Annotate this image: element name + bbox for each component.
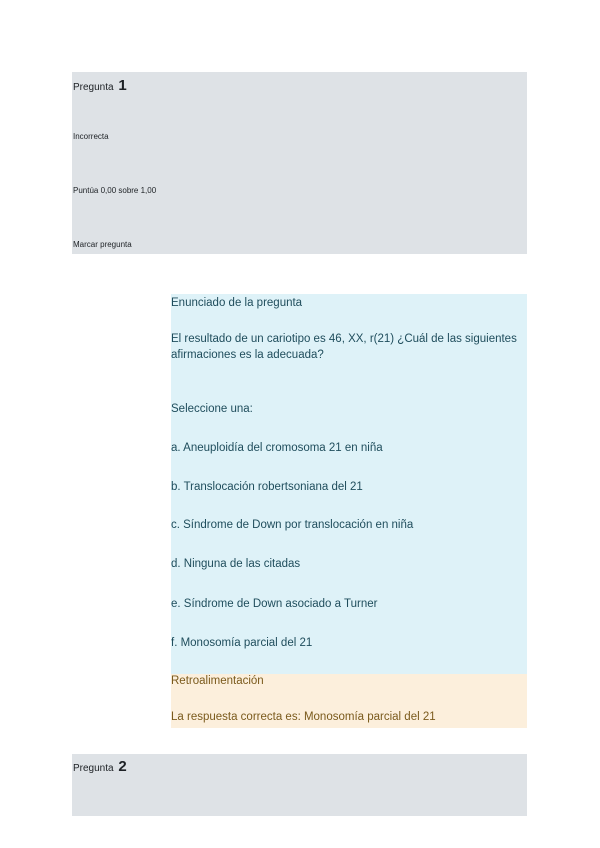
answer-option-a[interactable]: a. Aneuploidía del cromosoma 21 en niña (171, 442, 383, 454)
question-number-line (73, 758, 127, 775)
answer-option-e[interactable]: e. Síndrome de Down asociado a Turner (171, 598, 378, 610)
question-label: Pregunta (73, 763, 114, 774)
question-heading: Enunciado de la pregunta (171, 297, 303, 309)
answer-option-c[interactable]: c. Síndrome de Down por translocación en niña (171, 519, 414, 531)
feedback-heading: Retroalimentación (171, 675, 264, 687)
answer-option-b[interactable]: b. Translocación robertsoniana del 21 (171, 481, 363, 493)
question-number: 1 (118, 77, 127, 94)
flag-question-link[interactable]: Marcar pregunta (73, 240, 132, 249)
answer-option-d[interactable]: d. Ninguna de las citadas (171, 558, 301, 570)
question-number-line (73, 77, 127, 94)
answer-prompt: Seleccione una: (171, 403, 253, 415)
question-label: Pregunta (73, 82, 114, 93)
question-content (171, 294, 527, 674)
question-info-1 (72, 72, 527, 254)
question-state: Incorrecta (73, 132, 109, 141)
correct-answer-text: La respuesta correcta es: Monosomía parcial del 21 (171, 711, 436, 723)
question-info-2 (72, 754, 527, 816)
question-number: 2 (118, 758, 127, 775)
question-text: El resultado de un cariotipo es 46, XX, r(21) ¿Cuál de las siguientes afirmaciones es la adecuada? (171, 333, 517, 361)
question-grade: Puntúa 0,00 sobre 1,00 (73, 186, 157, 195)
answer-option-f[interactable]: f. Monosomía parcial del 21 (171, 637, 313, 649)
feedback-block (171, 674, 527, 728)
